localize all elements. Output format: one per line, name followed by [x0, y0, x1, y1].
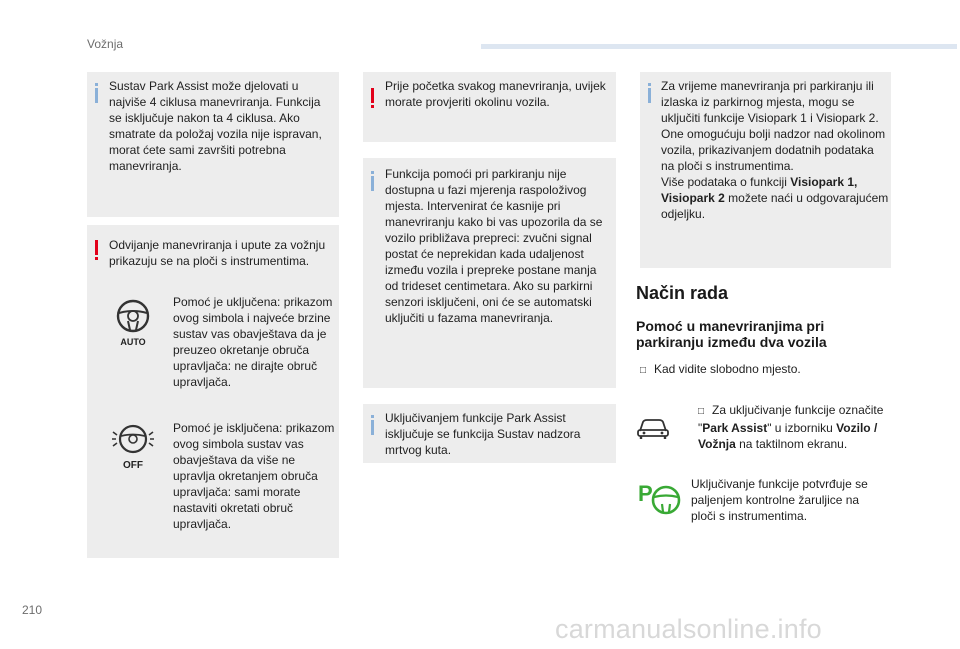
info-box-cycles	[87, 72, 339, 217]
bullet-text: Kad vidite slobodno mjesto.	[654, 362, 801, 376]
info-box-visiopark	[640, 72, 891, 268]
warning-box-maneuvers	[87, 225, 339, 558]
visiopark-text-2c: možete naći u odgovarajućem odjeljku.	[661, 191, 889, 221]
park-assist-icon	[638, 480, 682, 516]
section-heading: Način rada	[636, 283, 729, 303]
info-mark-icon	[648, 88, 651, 103]
info-box-text: Funkcija pomoći pri parkiranju nije dostupna u fazi mjerenja raspoloživog mjesta. Intervenirat će kasnije pri manevriranju kako bi vas upozorila da se vozilo približava prepreci: zvučni signal postat će neprekidan kada udaljenost između vozila i prepreke postane manja od trideset centimetara. Ako su parkirni senzori isključeni, oni će se automatski uključiti u fazama manevriranja.	[385, 167, 603, 325]
svg-text:P: P	[638, 481, 653, 506]
visiopark-text-2b: Visiopark 1, Visiopark 2	[661, 175, 858, 205]
bullet-text-b: Park Assist	[702, 421, 768, 435]
warning-box-text: Odvijanje manevriranja i upute za vožnju prikazuju se na ploči s instrumentima.	[109, 238, 326, 268]
info-mark-icon	[371, 176, 374, 191]
bullet-text-e: na taktilnom ekranu.	[735, 437, 848, 451]
bullet-item-activate	[698, 402, 888, 452]
page-number: 210	[22, 603, 43, 617]
car-icon	[636, 415, 670, 441]
bullet-glyph-icon: □	[698, 406, 705, 417]
bullet-text-c: " u izborniku	[767, 421, 837, 435]
bullet-item-free-space	[640, 361, 890, 379]
confirm-text: Uključivanje funkcije potvrđuje se paljenjem kontrolne žaruljice na ploči s instrumentima.	[691, 477, 868, 523]
steering-off-icon	[111, 424, 155, 472]
header-bar	[481, 44, 957, 49]
info-box-parking-aid	[363, 158, 616, 388]
off-label: OFF	[123, 460, 143, 471]
auto-label: AUTO	[120, 337, 146, 347]
info-box-text	[661, 78, 889, 222]
watermark-logo: carmanualsonline.info	[555, 614, 822, 644]
section-title: Vožnja	[87, 37, 124, 51]
visiopark-text-2a: Više podataka o funkciji	[661, 175, 791, 189]
warning-mark-icon	[371, 88, 374, 103]
warning-mark-icon	[95, 240, 98, 255]
visiopark-text-1: Za vrijeme manevriranja pri parkiranju ili izlaska iz parkirnog mjesta, mogu se uključiti funkcije Visiopark 1 i Visiopark 2. One omogućuju bolji nadzor nad okolinom vozila, prikazivanjem dodatnih podataka na ploči s instrumentima.	[661, 79, 886, 173]
info-box-text: Sustav Park Assist može djelovati u najviše 4 ciklusa manevriranja. Funkcija se isključuje nakon ta 4 ciklusa. Ako smatrate da položaj vozila nije ispravan, morat ćete sami završiti potrebna manevriranja.	[109, 79, 322, 173]
bullet-text-d: Vozilo / Vožnja	[698, 421, 878, 451]
info-mark-icon	[95, 88, 98, 103]
warning-box-surroundings	[363, 72, 616, 142]
steering-auto-icon	[113, 299, 153, 347]
off-text: Pomoć je isključena: prikazom ovog simbola sustav vas obavještava da više ne upravlja okretanjem obruča upravljača: sami morate nastaviti okretati obruč upravljača.	[173, 421, 335, 531]
info-mark-icon	[371, 420, 374, 435]
info-box-text: Uključivanjem funkcije Park Assist isključuje se funkcija Sustav nadzora mrtvog kuta.	[385, 411, 581, 457]
bullet-text-a: Za uključivanje funkcije označite "	[698, 403, 884, 435]
info-box-blind-spot	[363, 404, 616, 463]
auto-text: Pomoć je uključena: prikazom ovog simbola i najveće brzine sustav vas obavještava da je preuzeo okretanje obruča upravljača: ne dirajte obruč upravljača.	[173, 295, 333, 389]
warning-box-text: Prije početka svakog manevriranja, uvijek morate provjeriti okolinu vozila.	[385, 79, 606, 109]
subsection-heading: Pomoć u manevriranjima pri parkiranju između dva vozila	[636, 318, 827, 350]
bullet-glyph-icon: □	[640, 365, 647, 376]
